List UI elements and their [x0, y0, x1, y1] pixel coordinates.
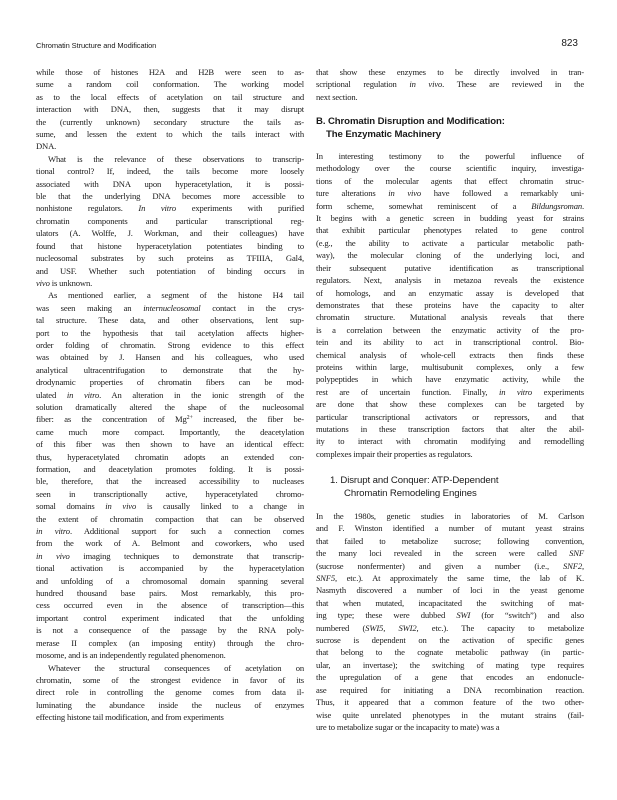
text-line: In the 1980s, genetic studies in laboratories of M. Carlson	[316, 511, 584, 521]
text-line: ular, an invertase); the switching of mating type requires	[316, 659, 584, 670]
text-line: ase required for initiating a DNA recombination reaction.	[316, 684, 584, 695]
text-line: analytical ultracentrifugation to demonstrate that the hy-	[36, 364, 304, 375]
text-line: As mentioned earlier, a segment of the histone H4 tail	[48, 290, 304, 301]
running-head	[36, 38, 578, 52]
text-line: came much more compact. Importantly, the deacetylation	[36, 426, 304, 437]
text-line: luminating the abundance inside the nucleus of enzymes	[36, 699, 304, 710]
page-number: 823	[561, 38, 578, 49]
right-column	[316, 66, 584, 733]
text-line: that show these enzymes to be directly involved in tran-	[316, 67, 584, 77]
text-line: tal structure. These data, and other observations, lent sup-	[36, 315, 304, 326]
paragraph	[36, 289, 304, 661]
text-line: and unfolding of a chromosomal domain spanning several	[36, 575, 304, 586]
paragraph	[316, 510, 584, 733]
text-line: regulators. Next, analysis in metazoa reveals the existence	[316, 275, 584, 286]
text-line: the extent of chromatin compaction that can be observed	[36, 513, 304, 524]
paragraph	[36, 66, 304, 153]
text-line: nonhistone regulators. In vitro experiments with purified	[36, 203, 305, 214]
text-line: drodynamic properties of chromatin fibers can be mod-	[36, 377, 304, 388]
text-line: the (currently unknown) secondary structure the tails as-	[36, 116, 304, 127]
text-line: next section.	[316, 91, 358, 102]
text-line: ure to metabolize sugar or the incapacity to mate) was a	[316, 721, 500, 732]
text-line: fiber: as the concentration of $Mg^{2+}$ increased, the fiber be-	[36, 414, 304, 425]
text-line: ing type; these were dubbed SWI (for “switch”) and also	[316, 610, 584, 621]
text-line: of homologs, and an enzymatic assay is developed that	[316, 287, 584, 298]
text-line: found that histone hyperacetylation potentiates binding to	[36, 240, 304, 251]
text-line: direct role in controlling the genome comes from data il-	[36, 687, 304, 698]
text-line: the upregulation of a gene that encodes an endonucle-	[316, 672, 584, 683]
text-line: Nasmyth discovered a number of loci in the yeast genome	[316, 585, 584, 596]
text-line: that failed to metabolize sucrose; following convention,	[316, 535, 584, 546]
text-line: port to the hypothesis that tail acetylation affects higher-	[36, 327, 304, 338]
text-line: way), the molecular cloning of the underlying loci, and	[316, 250, 584, 261]
text-line: polypeptides in which have enzymatic activity, while the	[316, 374, 584, 385]
text-line: cess occurred even in the absence of transcription—this	[36, 600, 304, 611]
text-line: Thus, it appeared that a common feature of the two other-	[316, 697, 584, 708]
text-line: chromatin, some of the strongest evidence in favor of its	[36, 674, 304, 685]
text-line: rest are of uncertain function. Finally, in vitro experiments	[316, 386, 585, 397]
text-line: was obtained by J. Hansen and his colleagues, who used	[36, 352, 304, 363]
text-line: tions of the molecular agents that effect chromatin struc-	[316, 175, 584, 186]
text-line: ity to interact with chromatin modifying and remodelling	[316, 436, 584, 447]
text-line: nucleosomal substrates by such proteins as TFIIIA, Gal4,	[36, 253, 304, 264]
text-line: that exhibit particular phenotypes related to gene control	[316, 225, 584, 236]
text-line: wise quite unrelated phenotypes in the mutant strains (fail-	[316, 709, 584, 720]
section-heading-line: The Enzymatic Machinery	[326, 128, 441, 140]
text-line: ble that the underlying DNA becomes more accessible to	[36, 191, 304, 202]
text-line: hundred thousand base pairs. Most remarkably, this pro-	[36, 588, 304, 599]
text-line: demonstrates that these proteins have the capacity to alter	[316, 299, 584, 310]
text-line: complexes impair their properties as regulators.	[316, 448, 473, 459]
text-line: In interesting testimony to the powerful influence of	[316, 151, 584, 162]
text-line: formation, and deacetylation promotes folding. It is possi-	[36, 464, 304, 474]
text-line: merase II complex (an imposing entity) through the chro-	[36, 637, 304, 648]
text-line: chromatin components and particular transcriptional reg-	[36, 215, 304, 226]
text-line: seen in transcriptionally active, hyperacetylated chromo-	[36, 488, 304, 499]
text-line: sume a random coil conformation. The working model	[36, 79, 304, 90]
paragraph	[36, 153, 304, 289]
text-line: from the work of A. Belmont and coworkers, who used	[36, 538, 304, 549]
text-line: scriptional regulation in vivo. These are reviewed in the	[316, 79, 584, 90]
text-line: chemical analysis of whole-cell extracts then finds these	[316, 349, 584, 360]
text-line: their subsequent putative identification as transcriptional	[316, 262, 584, 273]
text-line: the many loci revealed in the screen were called SNF	[316, 548, 584, 559]
text-line: What is the relevance of these observations to transcrip-	[48, 153, 304, 164]
text-line: associated with DNA upon hyperacetylation, it is possi-	[36, 178, 304, 189]
text-line: ulated in vitro. An alteration in the ionic strength of the	[36, 389, 304, 400]
paragraph	[316, 66, 584, 103]
text-line: effecting histone tail modification, and from experiments	[36, 712, 224, 723]
text-line: important control experiment indicated that the unfolding	[36, 612, 304, 623]
subsection-heading-line: Chromatin Remodeling Engines	[344, 487, 477, 499]
text-line: mutations in these transcription factors that alter the abil-	[316, 423, 584, 434]
text-line: while those of histones H2A and H2B were seen to as-	[36, 67, 304, 77]
text-line: SNF5, etc.). At approximately the same time, the lab of K.	[316, 573, 584, 584]
text-line: order folding of chromatin. Strong evidence to this effect	[36, 339, 304, 350]
text-line: DNA.	[36, 141, 57, 152]
text-line: is a correlation between the enzymatic activity of the pro-	[316, 324, 584, 335]
text-line: was seen making an internucleosomal contact in the crys-	[36, 302, 304, 313]
text-line: chromatin structure. Mutational analysis reveals that there	[316, 312, 584, 323]
text-line: tein and its ability to act in transcriptional control. Bio-	[316, 337, 584, 348]
text-line: that when mutated, incapacitated the switching of mat-	[316, 597, 584, 608]
text-line: (e.g., the ability to activate a particular metabolic path-	[316, 237, 584, 248]
text-line: (sucrose nonfermenter) and given a number (i.e., SNF2,	[316, 560, 584, 571]
left-column	[36, 66, 304, 724]
text-line: interaction with DNA, then, suggests that it may disrupt	[36, 104, 304, 115]
text-line: is not a consequence of the passage by the RNA poly-	[36, 625, 304, 636]
text-line: Whatever the structural consequences of acetylation on	[48, 662, 304, 673]
text-line: particular transcriptional activators or repressors, and that	[316, 411, 584, 422]
text-line: form scheme, somewhat reminiscent of a Bildungsroman.	[316, 200, 584, 211]
text-line: tional activation is accompanied by the hyperacetylation	[36, 563, 304, 574]
text-line: mosome, and is an independently regulated phenomenon.	[36, 650, 226, 661]
text-line: methodology over the course scientific inquiry, investiga-	[316, 163, 584, 174]
text-line: sume, and lessen the extent to which the tails interact with	[36, 129, 304, 140]
text-line: ulators (A. Wolffe, J. Workman, and their colleagues) have	[36, 228, 304, 239]
text-line: and F. Winston identified a number of mutant yeast strains	[316, 523, 584, 534]
text-line: solution dramatically altered the shape of the nucleosomal	[36, 401, 304, 412]
text-line: of this fiber was then shown to have an identical effect:	[36, 439, 304, 450]
text-line: tional control? If, indeed, the tails become more loosely	[36, 166, 304, 177]
text-line: ble, therefore, that the increased accessibility to nucleases	[36, 476, 304, 487]
subsection-heading	[316, 475, 584, 500]
text-line: vivo is unknown.	[36, 277, 93, 288]
text-line: sucrose is dependent on the activation of specific genes	[316, 635, 584, 646]
text-line: numbered (SWI5, SWI2, etc.). The capacity to metabolize	[316, 622, 585, 633]
running-title: Chromatin Structure and Modification	[36, 41, 157, 50]
paragraph	[316, 150, 584, 460]
text-line: proteins within large, multisubunit complexes, only a few	[316, 361, 584, 372]
text-line: that belong to the cognate metabolic pathway (in partic-	[316, 647, 584, 658]
text-line: and USF. Whether such potentiation of binding occurs in	[36, 265, 304, 276]
section-heading-line: B. Chromatin Disruption and Modification:	[316, 116, 505, 128]
text-line: It begins with a genetic screen in budding yeast for strains	[316, 213, 584, 224]
subsection-heading-line: 1. Disrupt and Conquer: ATP-Dependent	[330, 475, 499, 487]
text-line: thus, hyperacetylated chromatin adopts an extended con-	[36, 451, 304, 462]
text-line: ture alterations in vivo have followed a remarkably uni-	[316, 188, 585, 199]
text-line: somal domains in vivo is causally linked to a change in	[36, 501, 304, 512]
text-line: are done that show these complexes can be targeted by	[316, 399, 584, 410]
text-line: as to the local effects of acetylation on tail structure and	[36, 91, 304, 102]
text-line: in vivo imaging techniques to demonstrate that transcrip-	[36, 550, 304, 561]
paragraph	[36, 662, 304, 724]
text-line: in vitro. Additional support for such a connection comes	[36, 526, 304, 537]
section-heading	[316, 116, 584, 141]
